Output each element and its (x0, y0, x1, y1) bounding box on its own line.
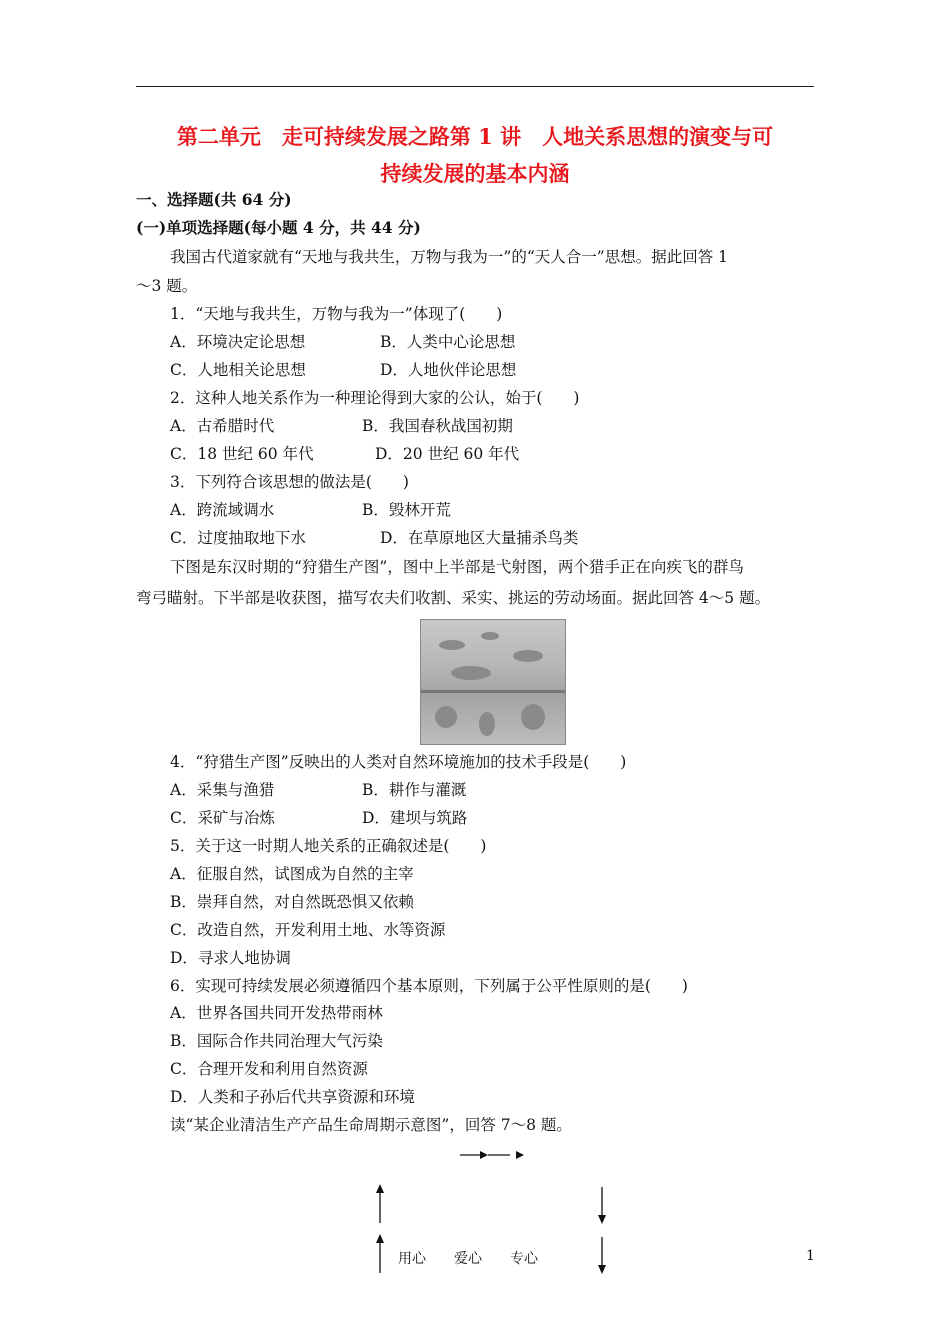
q1-option-d: D．人地伙伴论思想 (380, 361, 517, 379)
q3-option-c: C．过度抽取地下水 (170, 529, 306, 547)
q5-option-b: B．崇拜自然，对自然既恐惧又依赖 (170, 893, 414, 911)
page-number: 1 (806, 1248, 815, 1264)
q2-option-b: B．我国春秋战国初期 (362, 417, 513, 435)
q6-option-d: D．人类和子孙后代共享资源和环境 (170, 1088, 415, 1106)
intro-2-line-a: 下图是东汉时期的“狩猎生产图”，图中上半部是弋射图，两个猎手正在向疾飞的群鸟 (170, 558, 744, 576)
q3-option-d: D．在草原地区大量捕杀鸟类 (380, 529, 579, 547)
q5-option-a: A．征服自然，试图成为自然的主宰 (170, 865, 414, 883)
section-heading: 一、选择题(共 64 分) (136, 190, 292, 209)
q6-option-b: B．国际合作共同治理大气污染 (170, 1032, 383, 1050)
q4-option-d: D．建坝与筑路 (362, 809, 468, 827)
q4-option-b: B．耕作与灌溉 (362, 781, 467, 799)
q4-stem: 4．“狩猎生产图”反映出的人类对自然环境施加的技术手段是( ) (170, 753, 627, 771)
subsection-heading: (一)单项选择题(每小题 4 分，共 44 分) (136, 218, 421, 237)
hunting-production-relief-image (420, 619, 566, 745)
q1-option-a: A．环境决定论思想 (170, 333, 306, 351)
q3-option-a: A．跨流域调水 (170, 501, 275, 519)
q6-stem: 6．实现可持续发展必须遵循四个基本原则，下列属于公平性原则的是( ) (170, 977, 688, 995)
intro-1-line-a: 我国古代道家就有“天地与我共生，万物与我为一”的“天人合一”思想。据此回答 1 (170, 248, 728, 266)
q3-option-b: B．毁林开荒 (362, 501, 451, 519)
q6-option-a: A．世界各国共同开发热带雨林 (170, 1004, 383, 1022)
q4-option-c: C．采矿与冶炼 (170, 809, 275, 827)
q3-stem: 3．下列符合该思想的做法是( ) (170, 473, 409, 491)
title-line-2: 持续发展的基本内涵 (380, 161, 570, 186)
q5-option-d: D．寻求人地协调 (170, 949, 291, 967)
intro-1-line-b: ～3 题。 (136, 277, 198, 295)
q1-option-c: C．人地相关论思想 (170, 361, 306, 379)
q2-option-c: C．18 世纪 60 年代 (170, 445, 314, 463)
q2-option-a: A．古希腊时代 (170, 417, 275, 435)
q4-option-a: A．采集与渔猎 (170, 781, 275, 799)
footer-motto: 用心 爱心 专心 (398, 1251, 538, 1267)
page-title (136, 118, 814, 192)
q2-stem: 2．这种人地关系作为一种理论得到大家的公认，始于( ) (170, 389, 580, 407)
intro-2-line-b: 弯弓瞄射。下半部是收获图，描写农夫们收割、采实、挑运的劳动场面。据此回答 4～5 题。 (136, 589, 771, 607)
q1-option-b: B．人类中心论思想 (380, 333, 516, 351)
q2-option-d: D．20 世纪 60 年代 (375, 445, 520, 463)
q1-stem: 1．“天地与我共生，万物与我为一”体现了( ) (170, 305, 503, 323)
q5-stem: 5．关于这一时期人地关系的正确叙述是( ) (170, 837, 487, 855)
intro-3: 读“某企业清洁生产产品生命周期示意图”，回答 7～8 题。 (170, 1116, 572, 1134)
q6-option-c: C．合理开发和利用自然资源 (170, 1060, 368, 1078)
header-rule (136, 86, 814, 87)
title-line-1: 第二单元 走可持续发展之路第 1 讲 人地关系思想的演变与可 (176, 124, 774, 149)
q5-option-c: C．改造自然，开发利用土地、水等资源 (170, 921, 446, 939)
